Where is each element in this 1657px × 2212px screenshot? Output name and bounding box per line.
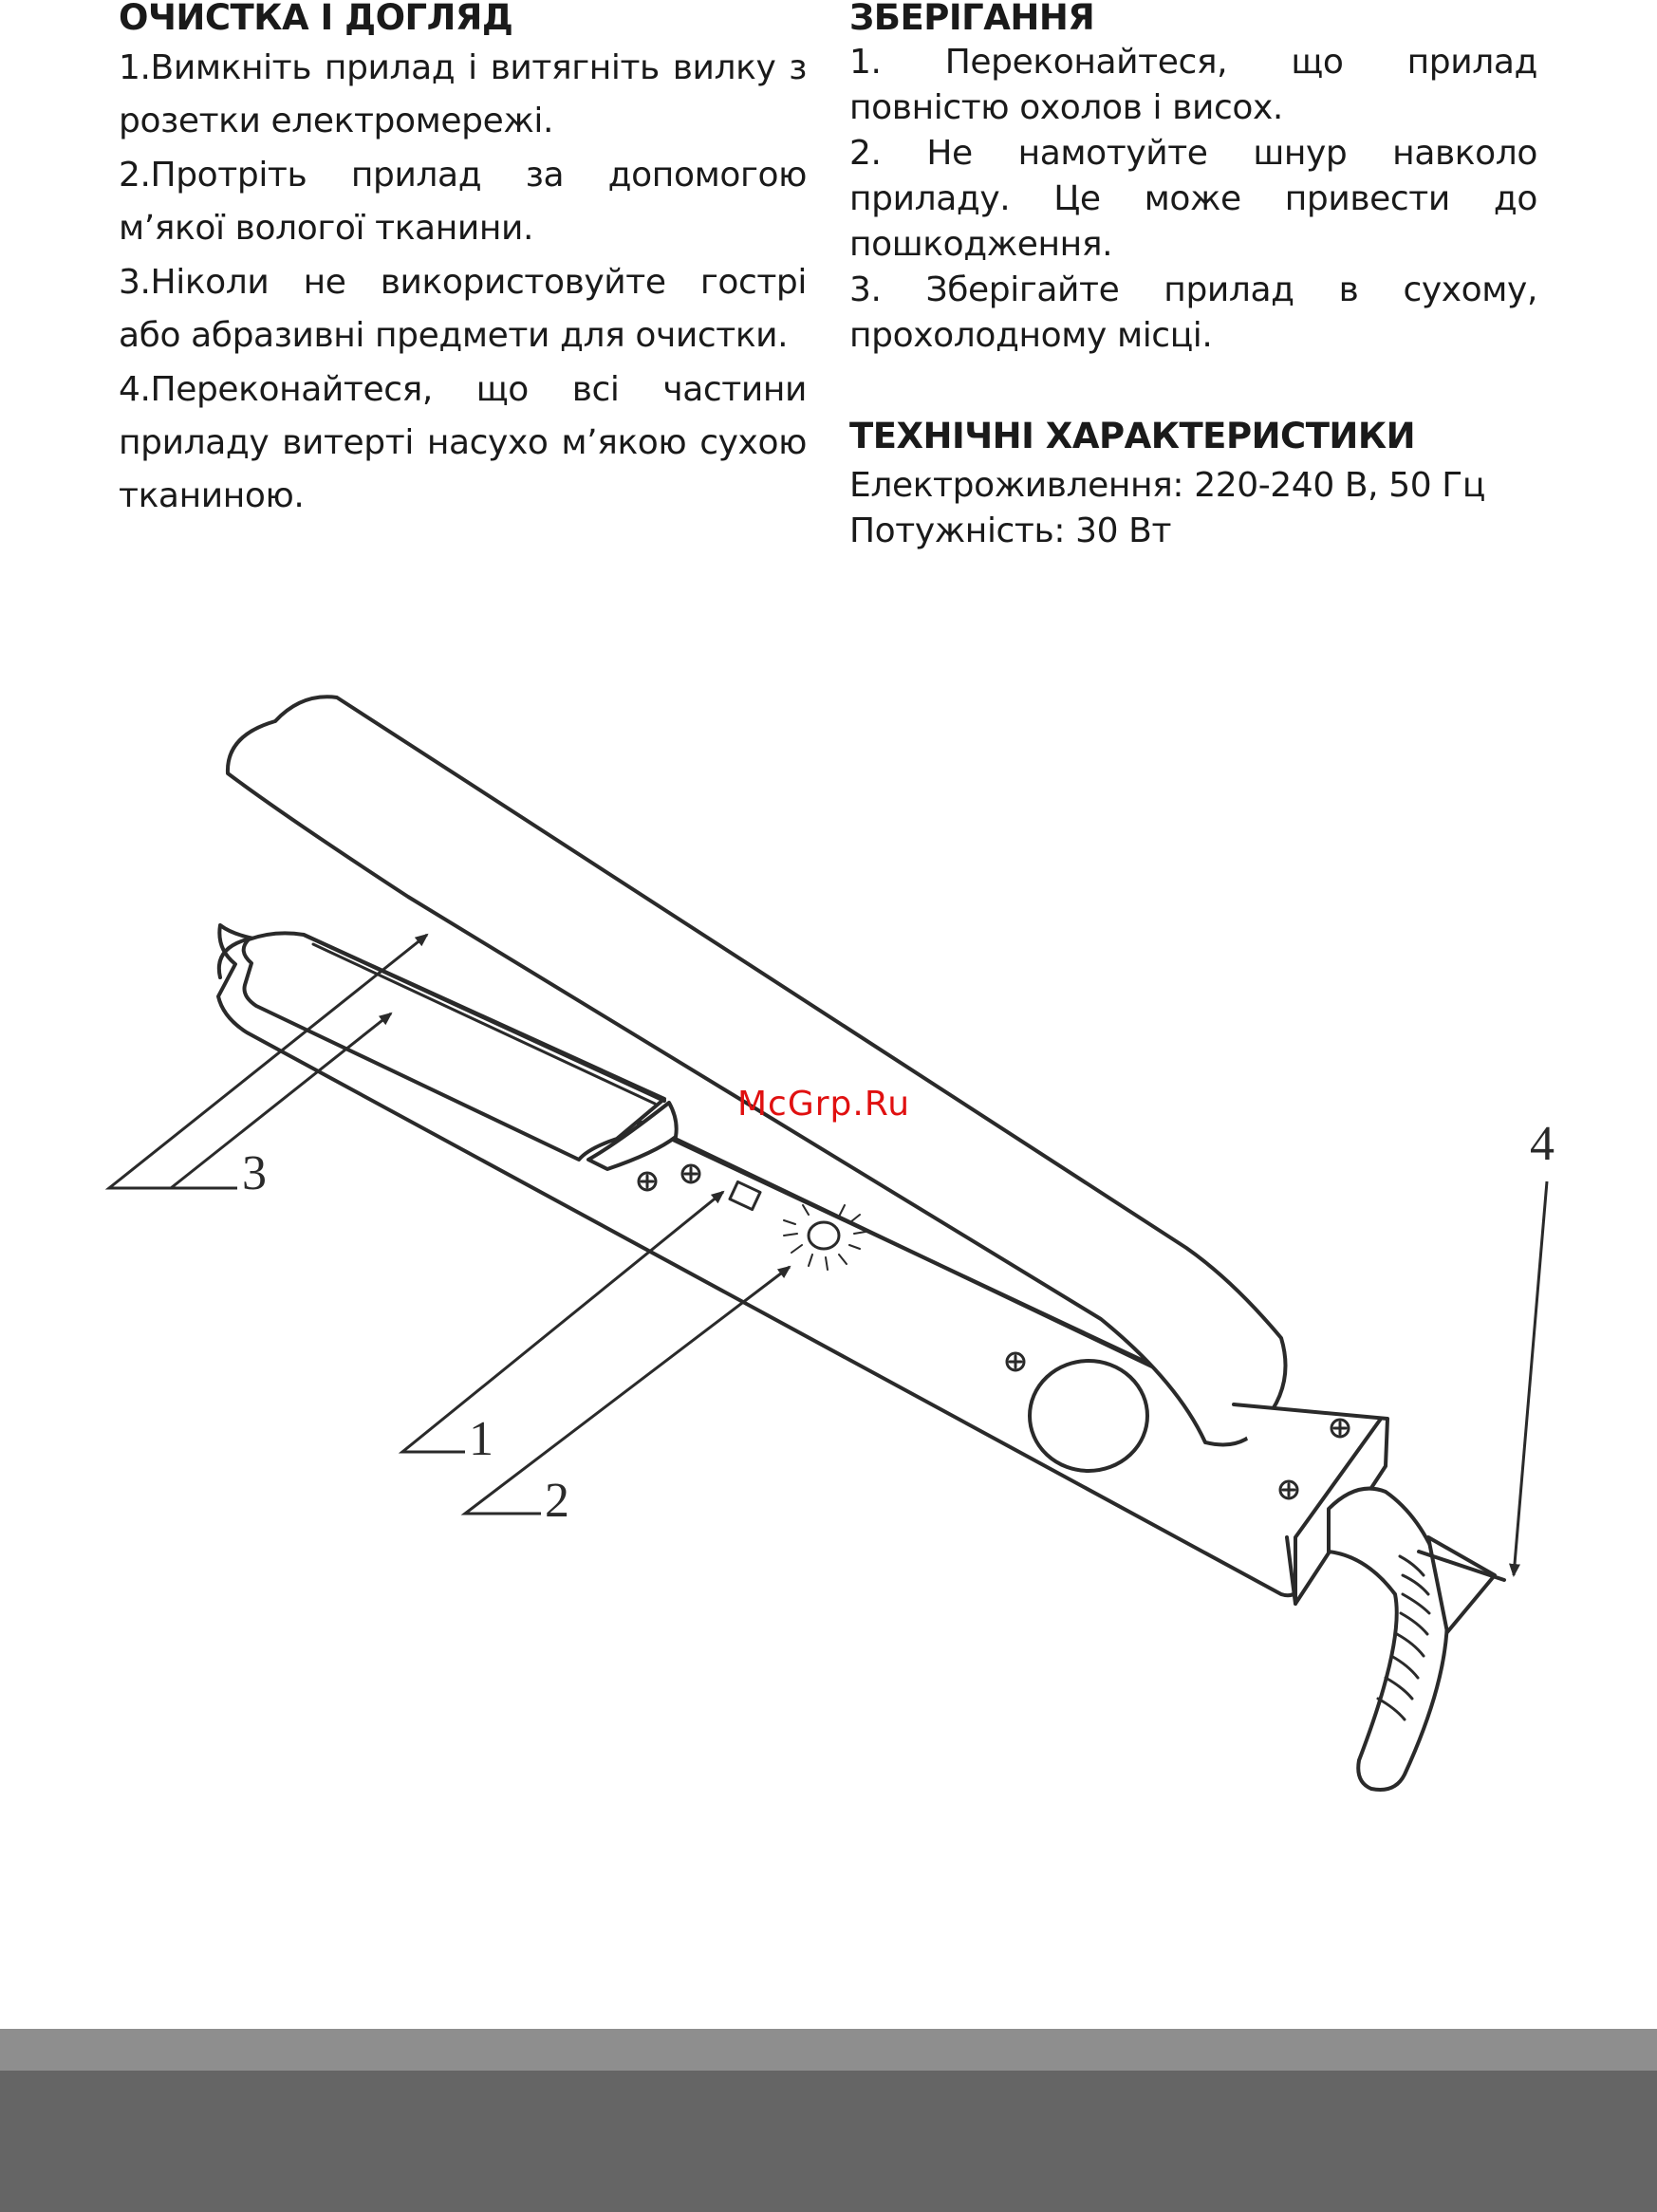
power-cord bbox=[1329, 1489, 1447, 1790]
specs-title: ТЕХНІЧНІ ХАРАКТЕРИСТИКИ bbox=[849, 416, 1416, 456]
watermark: McGrp.Ru bbox=[737, 1085, 911, 1124]
storage-section bbox=[849, 0, 1537, 554]
footer-band-dark bbox=[0, 2071, 1657, 2212]
callout-4-leader bbox=[1514, 1181, 1547, 1575]
cleaning-item-3: 3.Ніколи не використовуйте гострі або абразивні предмети для очистки. bbox=[119, 263, 807, 355]
storage-item-2: 2. Не намотуйте шнур навколо приладу. Це може привести до пошкодження. bbox=[849, 134, 1537, 264]
callout-2-label: 2 bbox=[545, 1474, 569, 1528]
cleaning-item-2: 2.Протріть прилад за допомогою м’якої вологої тканини. bbox=[119, 156, 807, 248]
storage-item-3: 3. Зберігайте прилад в сухому, прохолодному місці. bbox=[849, 270, 1537, 355]
callout-1-label: 1 bbox=[469, 1412, 493, 1466]
specs-power: Потужність: 30 Вт bbox=[849, 511, 1172, 550]
cleaning-section bbox=[119, 0, 807, 524]
cleaning-item-1: 1.Вимкніть прилад і витягніть вилку з розетки електромережі. bbox=[119, 48, 807, 140]
cleaning-item-4: 4.Переконайтеся, що всі частини приладу витерті насухо м’якою сухою тканиною. bbox=[119, 370, 807, 515]
temperature-dial bbox=[809, 1222, 839, 1249]
specs-power-supply: Електроживлення: 220-240 В, 50 Гц bbox=[849, 466, 1485, 505]
cleaning-title: ОЧИСТКА І ДОГЛЯД bbox=[119, 0, 513, 38]
hair-straightener-illustration bbox=[0, 664, 1657, 1850]
callout-2-leader bbox=[465, 1267, 790, 1514]
callout-4-label: 4 bbox=[1530, 1117, 1555, 1171]
callout-1-leader bbox=[402, 1192, 723, 1452]
round-button bbox=[1030, 1361, 1147, 1471]
storage-item-1: 1. Переконайтеся, що прилад повністю охолов і висох. bbox=[849, 43, 1537, 127]
callout-3-label: 3 bbox=[242, 1146, 267, 1200]
storage-title: ЗБЕРІГАННЯ bbox=[849, 0, 1095, 38]
footer-band-light bbox=[0, 2029, 1657, 2071]
